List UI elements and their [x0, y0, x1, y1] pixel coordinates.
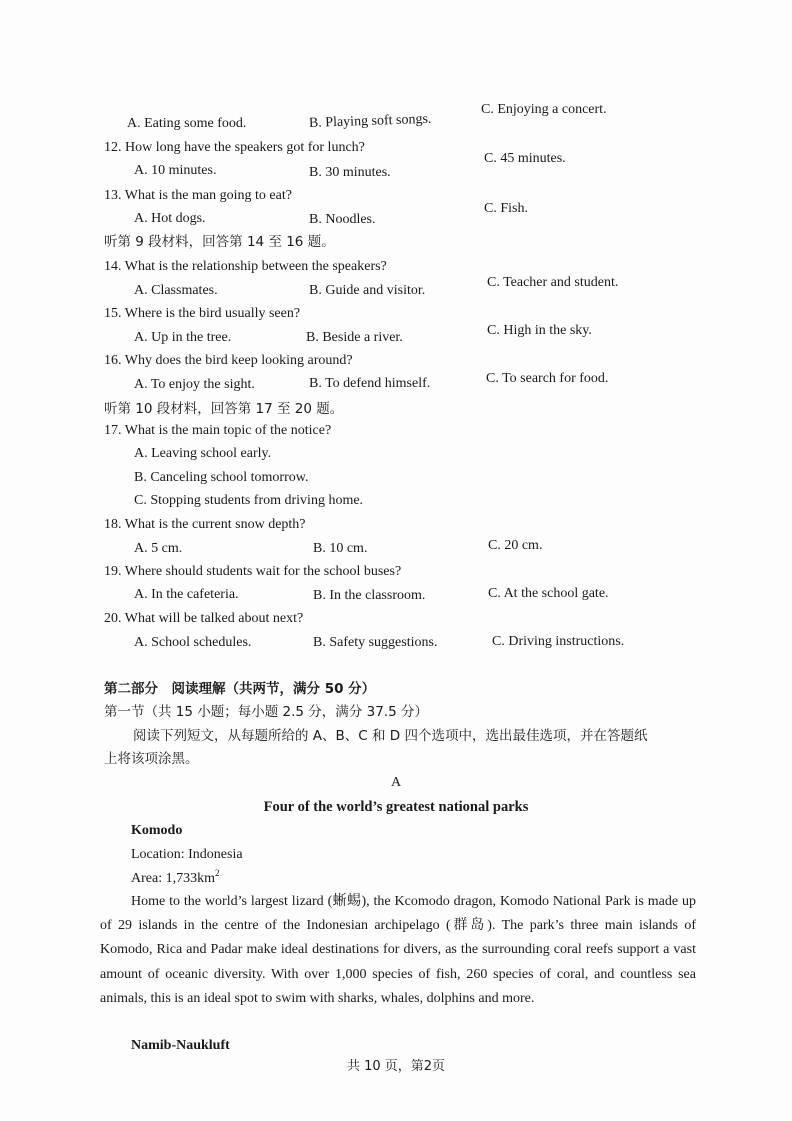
q17-option-c: C. Stopping students from driving home. — [134, 493, 364, 508]
q20-option-b: B. Safety suggestions. — [313, 635, 438, 650]
q13-option-c: C. Fish. — [484, 201, 528, 216]
q12-option-c: C. 45 minutes. — [484, 151, 566, 166]
q19-option-c: C. At the school gate. — [488, 586, 609, 601]
q15-option-b: B. Beside a river. — [306, 330, 403, 345]
q18-option-a: A. 5 cm. — [134, 541, 183, 556]
part2-instruction-line2: 上将该项涂黑。 — [104, 751, 199, 767]
q20-stem: 20. What will be talked about next? — [104, 611, 304, 626]
park1-area — [131, 870, 219, 888]
q19-option-b: B. In the classroom. — [313, 588, 426, 603]
q15-option-a: A. Up in the tree. — [134, 330, 232, 345]
q14-option-b: B. Guide and visitor. — [309, 283, 426, 298]
section-10-instruction: 听第 10 段材料，回答第 17 至 20 题。 — [104, 401, 344, 417]
q13-option-b: B. Noodles. — [309, 212, 376, 227]
q20-option-a: A. School schedules. — [134, 635, 252, 650]
park1-area-value: Area: 1,733km — [131, 871, 215, 886]
q17-stem: 17. What is the main topic of the notice? — [104, 423, 332, 438]
q18-option-b: B. 10 cm. — [313, 541, 368, 556]
park1-body — [100, 890, 696, 1011]
part2-heading: 第二部分 阅读理解（共两节，满分 50 分） — [104, 681, 376, 697]
q15-stem: 15. Where is the bird usually seen? — [104, 306, 301, 321]
passage-letter: A — [390, 775, 402, 790]
page-footer: 共 10 页，第2页 — [346, 1059, 446, 1074]
park1-body-text: Home to the world’s largest lizard (蜥蜴), the Kcomodo dragon, Komodo National Park is made up of 29 islands in the centre of the Indonesian archipelago (群岛). The park’s three main islands of Komodo, Rica and Padar make ideal destinations for divers, as the surrounding coral reefs support a vast amount of oceanic diversity. With over 1,000 species of fish, 260 species of coral, and countless sea animals, this is an ideal spot to swim with sharks, whales, dolphins and more. — [100, 894, 696, 1006]
park1-area-unit-exponent: 2 — [214, 868, 220, 878]
q13-stem: 13. What is the man going to eat? — [104, 188, 292, 203]
park2-name: Namib-Naukluft — [131, 1038, 230, 1053]
q12-option-a: A. 10 minutes. — [134, 163, 217, 178]
q17-option-b: B. Canceling school tomorrow. — [134, 470, 309, 485]
q16-option-b: B. To defend himself. — [309, 376, 431, 391]
q16-stem: 16. Why does the bird keep looking around? — [104, 353, 353, 368]
section-9-instruction: 听第 9 段材料，回答第 14 至 16 题。 — [104, 234, 335, 250]
q14-option-c: C. Teacher and student. — [487, 275, 619, 290]
passage-title: Four of the world’s greatest national parks — [263, 799, 529, 815]
q14-stem: 14. What is the relationship between the speakers? — [104, 259, 387, 274]
q13-option-a: A. Hot dogs. — [134, 211, 206, 226]
part2-instruction-line1: 阅读下列短文，从每题所给的 A、B、C 和 D 四个选项中，选出最佳选项，并在答题纸 — [133, 728, 648, 744]
q19-stem: 19. Where should students wait for the school buses? — [104, 564, 402, 579]
q16-option-c: C. To search for food. — [486, 371, 609, 386]
q16-option-a: A. To enjoy the sight. — [134, 377, 255, 392]
q19-option-a: A. In the cafeteria. — [134, 587, 239, 602]
part2-sub-heading: 第一节（共 15 小题；每小题 2.5 分，满分 37.5 分） — [104, 704, 428, 720]
q20-option-c: C. Driving instructions. — [492, 634, 625, 649]
q18-option-c: C. 20 cm. — [488, 538, 543, 553]
q12-option-b: B. 30 minutes. — [309, 165, 391, 180]
q11-option-c: C. Enjoying a concert. — [481, 102, 607, 117]
q18-stem: 18. What is the current snow depth? — [104, 517, 306, 532]
q12-stem: 12. How long have the speakers got for lunch? — [104, 140, 365, 155]
q11-option-a: A. Eating some food. — [127, 116, 247, 131]
q14-option-a: A. Classmates. — [134, 283, 218, 298]
q11-option-b: B. Playing soft songs. — [308, 111, 432, 131]
park1-name: Komodo — [131, 823, 183, 838]
park1-location: Location: Indonesia — [131, 847, 243, 862]
q15-option-c: C. High in the sky. — [487, 323, 592, 338]
q17-option-a: A. Leaving school early. — [134, 446, 272, 461]
